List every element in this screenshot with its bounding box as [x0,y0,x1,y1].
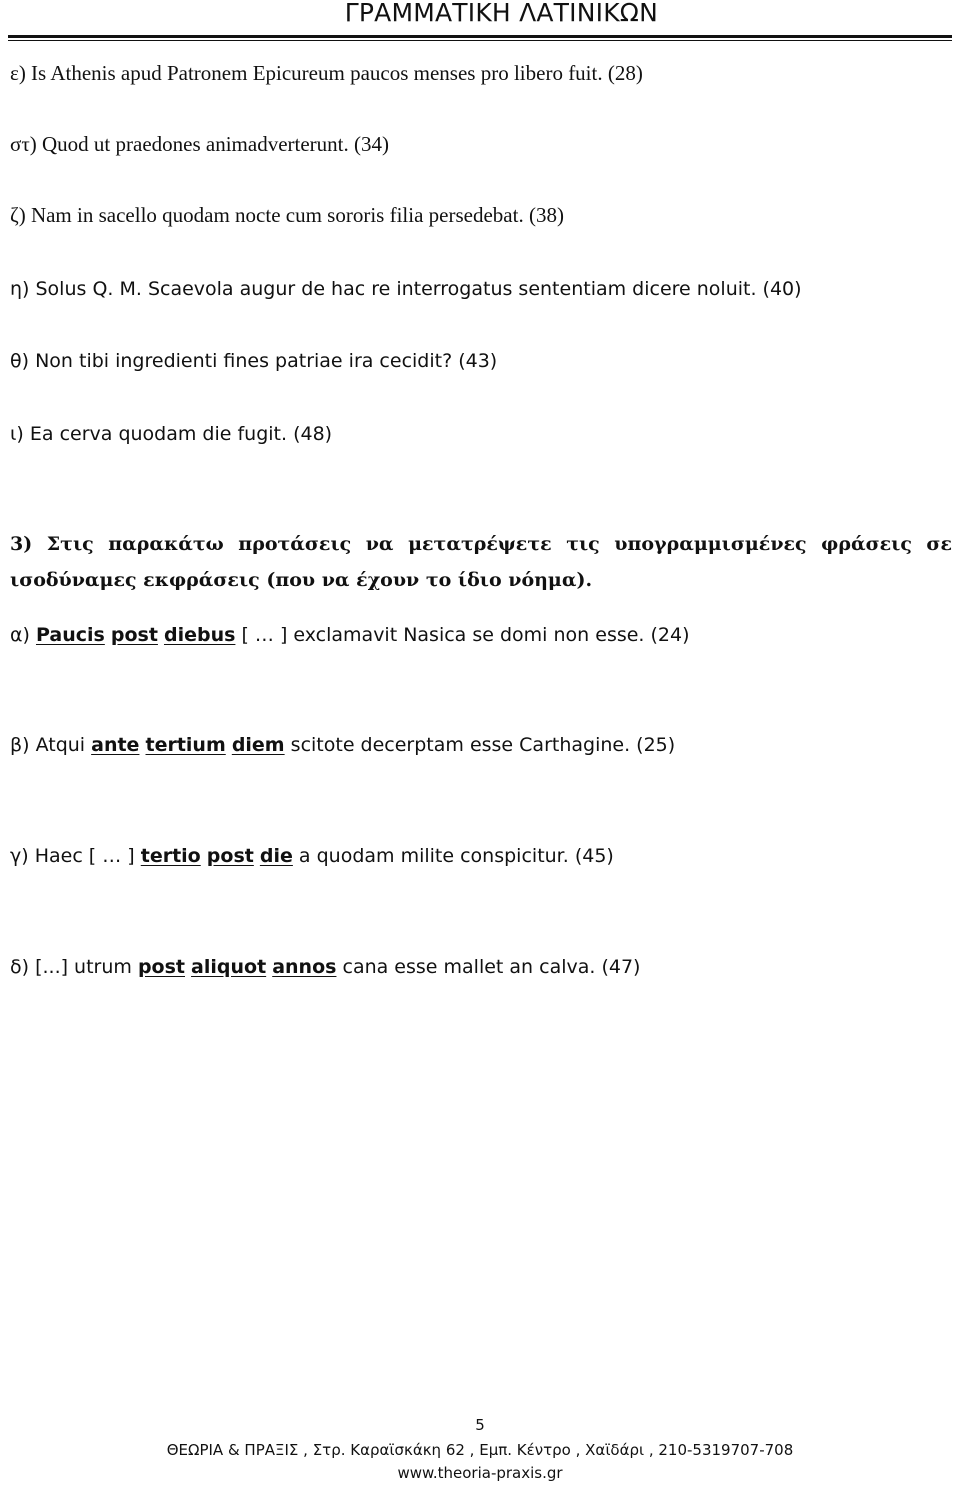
item-rest: cana esse mallet an calva. (47) [336,956,641,978]
sentence-eta: η) Solus Q. M. Scaevola augur de hac re interrogatus sententiam dicere noluit. (40) [10,278,802,300]
item-prefix: α) [10,624,36,646]
sentence-zeta: ζ) Nam in sacello quodam nocte cum sororis filia persedebat. (38) [10,203,564,227]
sentence-st: στ) Quod ut praedones animadverterunt. (34) [10,132,389,156]
underlined-word: diem [231,734,285,756]
sentence-epsilon: ε) Is Athenis apud Patronem Epicureum paucos menses pro libero fuit. (28) [10,61,643,85]
page-number: 5 [475,1416,485,1434]
underlined-word: post [110,624,158,646]
underlined-word: Paucis [35,624,105,646]
item-prefix: γ) Haec [ … ] [10,845,141,867]
footer-address: ΘΕΩΡΙΑ & ΠΡΑΞΙΣ , Στρ. Καραϊσκάκη 62 , Εμπ. Κέντρο , Χαϊδάρι , 210-5319707-708 [166,1441,794,1459]
underlined-word: tertium [145,734,226,756]
underlined-word: annos [272,956,337,978]
underlined-word: die [259,845,293,867]
sentence-iota: ι) Ea cerva quodam die fugit. (48) [10,423,333,445]
exercise-item-gamma [10,845,614,867]
exercise-item-alpha [10,624,690,646]
underlined-word: diebus [163,624,236,646]
item-rest: [ … ] exclamavit Nasica se domi non esse. (24) [235,624,690,646]
item-prefix: β) Atqui [10,734,92,756]
underlined-word: post [137,956,185,978]
underlined-word: ante [91,734,140,756]
sentence-theta: θ) Non tibi ingredienti fines patriae ira cecidit? (43) [10,350,498,372]
underlined-word: tertio [140,845,201,867]
item-prefix: δ) [...] utrum [10,956,138,978]
exercise-3-heading: 3) Στις παρακάτω προτάσεις να μετατρέψετε τις υπογραμμισμένες φράσεις σε ισοδύναμες εκφράσεις (που να έχουν το ίδιο νόημα). [10,533,952,591]
footer-website: www.theoria-praxis.gr [397,1464,563,1482]
header-rule [8,35,952,38]
page-header-title: ΓΡΑΜΜΑΤΙΚΗ ΛΑΤΙΝΙΚΩΝ [344,0,658,27]
exercise-item-beta [10,734,675,756]
exercise-item-delta [10,956,640,978]
underlined-word: post [206,845,254,867]
item-rest: scitote decerptam esse Carthagine. (25) [284,734,676,756]
item-rest: a quodam milite conspicitur. (45) [292,845,614,867]
underlined-word: aliquot [191,956,267,978]
header-rule-thin [8,40,952,41]
